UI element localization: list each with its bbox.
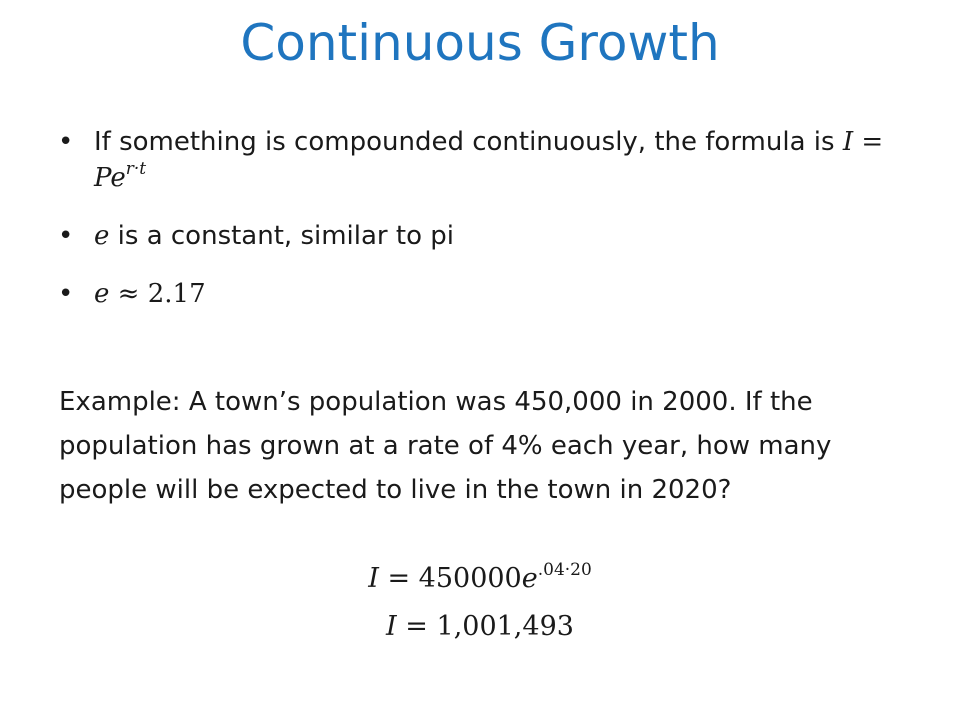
formula-equals: =	[853, 127, 884, 157]
formula-exponent: r·t	[125, 159, 147, 179]
bullet-variable: e	[94, 221, 110, 251]
equation-coefficient: 450000	[418, 563, 522, 594]
equation-equals: =	[378, 563, 419, 594]
bullet-item-formula	[56, 124, 916, 196]
equation-equals: =	[396, 611, 437, 642]
equation-lhs: I	[368, 563, 379, 594]
equation-setup	[0, 560, 960, 598]
bullet-list	[56, 124, 916, 334]
bullet-variable: e	[94, 279, 110, 309]
slide-title: Continuous Growth	[240, 14, 720, 72]
approx-value: 2.17	[147, 279, 206, 309]
equation-result	[0, 608, 960, 646]
equation-variable: e	[521, 563, 538, 594]
equation-exponent: .04·20	[537, 560, 592, 580]
equation-result-value: 1,001,493	[436, 611, 574, 642]
equation-lhs: I	[386, 611, 397, 642]
bullet-item-constant	[56, 218, 916, 254]
approx-symbol: ≈	[109, 279, 148, 309]
bullet-dot-icon: •	[58, 279, 74, 309]
bullet-item-approx	[56, 276, 916, 312]
approx-expression	[94, 279, 206, 309]
bullet-text: If something is compounded continuously, the formula is	[94, 127, 843, 157]
formula-base: Pe	[94, 163, 126, 193]
bullet-text: is a constant, similar to pi	[109, 221, 454, 251]
bullet-dot-icon: •	[58, 221, 74, 251]
bullet-dot-icon: •	[58, 127, 74, 157]
example-paragraph: Example: A town’s population was 450,000 in 2000. If the population has grown at a rate of 4% each year, how many people will be expected to live in the town in 2020?	[59, 387, 832, 505]
formula-lhs: I	[842, 127, 854, 157]
